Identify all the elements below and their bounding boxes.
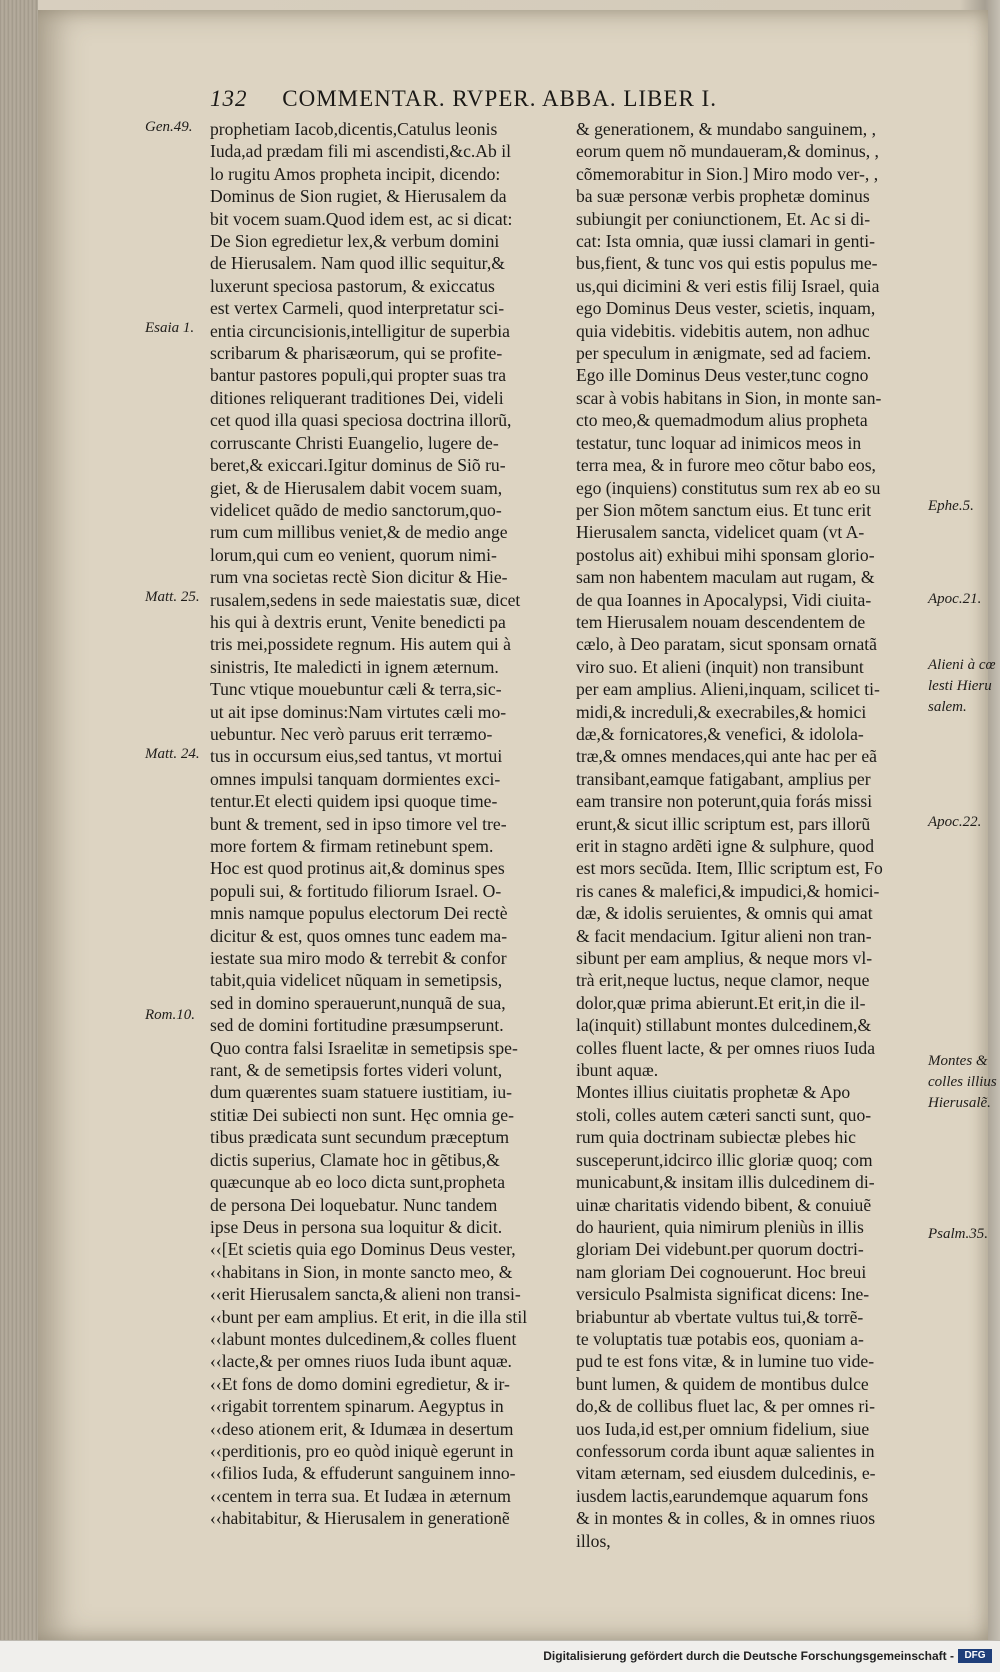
text-line: per speculum in ænigmate, sed ad faciem. (576, 343, 872, 364)
text-line: stoli, colles autem cæteri sancti sunt, quo- (576, 1104, 872, 1125)
text-line: ris canes & malefici,& impudici,& homici- (576, 880, 880, 901)
text-line: ibunt aquæ. (576, 1060, 659, 1081)
text-line: erit in stagno ardẽti igne & sulphure, quod (576, 836, 875, 856)
margin-note-right: Psalm.35. (928, 1226, 988, 1242)
text-line: est mors secũda. Item, Illic scriptum est, Fo (576, 858, 883, 879)
text-line: est vertex Carmeli, quod interpretatur sci- (210, 298, 505, 319)
text-line: do haurient, quia nimirum pleniùs in illis (576, 1216, 864, 1237)
text-line: Hoc est quod protinus ait,& dominus spes (210, 858, 505, 879)
text-line: us,qui dicimini & veri estis filij Israel, quia (576, 275, 880, 296)
text-line: sed in domino sperauerunt,nunquã de sua, (210, 992, 506, 1013)
text-line: Ego ille Dominus Deus vester,tunc cogno (576, 365, 869, 386)
text-line: illos, (576, 1530, 611, 1551)
text-line: rum vna societas rectè Sion dicitur & Hie- (210, 567, 508, 588)
page-number: 132 (210, 86, 248, 111)
text-line: Tunc vtique mouebuntur cæli & terra,sic- (210, 679, 502, 700)
margin-note-left: Matt. 25. (145, 589, 200, 605)
text-line: terra mea, & in furore meo cõtur babo eos, (576, 455, 876, 476)
margin-note-right: salem. (928, 699, 967, 715)
text-line: dicitur & est, quos omnes tunc eadem ma- (210, 925, 508, 946)
text-line: iusdem lactis,earundemque aquarum fons (576, 1485, 869, 1506)
text-line: entia circuncisionis,intelligitur de superbia (210, 320, 510, 341)
text-line: sam non habentem maculam aut rugam, & (576, 567, 875, 588)
text-line: lo rugitu Amos propheta incipit, dicendo: (210, 163, 501, 184)
text-line: ‹‹centem in terra sua. Et Iudæa in æternum (210, 1485, 511, 1506)
text-line: tabit,quia videlicet nũquam in semetipsis, (210, 970, 503, 991)
text-line: ba suæ personæ verbis prophetæ dominus (576, 186, 870, 207)
text-line: iestate sua miro modo & terrebit & confor (210, 948, 507, 969)
text-line: postolus ait) exhibui mihi sponsam glorio- (576, 544, 875, 565)
margin-note-left: Esaia 1. (145, 320, 195, 336)
text-line: transibant,eamque fatigabant, amplius per (576, 768, 871, 789)
margin-note-right: colles illius (928, 1074, 997, 1090)
text-line: colles fluent lacte, & per omnes riuos Iuda (576, 1037, 875, 1058)
text-line: tem Hierusalem nouam descendentem de (576, 611, 866, 632)
margin-note-right: Montes & (928, 1053, 988, 1069)
text-line: ditiones reliquerant traditiones Dei, videli (210, 387, 504, 408)
text-line: te voluptatis tuæ potabis eos, quoniam a- (576, 1328, 864, 1349)
text-line: versiculo Psalmista significat dicens: Ine- (576, 1284, 870, 1305)
text-line: prophetiam Iacob,dicentis,Catulus leonis (210, 119, 498, 139)
text-line: Iuda,ad prædam fili mi ascendisti,&c.Ab il (210, 141, 511, 162)
text-line: trà erit,neque luctus, neque clamor, neque (576, 970, 870, 991)
margin-note-right: Hierusalẽ. (928, 1095, 991, 1111)
text-line: De Sion egredietur lex,& verbum domini (210, 231, 500, 252)
text-line: cælo, à Deo paratam, sicut sponsam ornatã (576, 634, 877, 655)
text-line: his qui à dextris erunt, Venite benedicti pa (210, 611, 506, 632)
text-line: uinæ charitatis videndo bibent, & conuiuẽ (576, 1194, 872, 1215)
text-column-left (210, 118, 560, 1530)
margin-note-right: Apoc.22. (928, 814, 982, 830)
margin-note-right: lesti Hieru (928, 678, 992, 694)
text-column-right (576, 118, 926, 1552)
text-line: bantur pastores populi,qui propter suas tra (210, 365, 507, 386)
text-line: susceperunt,idcirco illic gloriæ quoq; com (576, 1149, 873, 1170)
text-line: briabuntur ab vbertate vultus tui,& torrẽ- (576, 1306, 864, 1327)
text-line: ut ait ipse dominus:Nam virtutes cæli mo- (210, 701, 507, 722)
text-line: Montes illius ciuitatis prophetæ & Apo (576, 1082, 851, 1103)
text-line: ‹‹lacte,& per omnes riuos Iuda ibunt aquæ. (210, 1351, 512, 1372)
text-line: ‹‹deso ationem erit, & Idumæa in desertum (210, 1418, 514, 1439)
text-line: eorum quem nõ mundaueram,& dominus, , (576, 141, 879, 162)
margin-note-right: Alieni à cœ (928, 657, 996, 673)
page-edges (0, 0, 38, 1640)
text-line: tus in occursum eius,sed tantus, vt mortui (210, 746, 503, 767)
text-line: ‹‹erit Hierusalem sancta,& alieni non transi- (210, 1284, 521, 1305)
text-line: luxerunt speciosa pastorum, & exiccatus (210, 275, 495, 296)
text-line: rum cum millibus veniet,& de medio ange (210, 522, 508, 543)
text-line: gloriam Dei videbunt.per quorum doctri- (576, 1239, 864, 1260)
text-line: dæ,& fornicatores,& venefici, & idolola- (576, 723, 864, 744)
text-line: bit vocem suam.Quod idem est, ac si dicat: (210, 208, 513, 229)
text-line: scribarum & pharisæorum, qui se profite- (210, 343, 503, 364)
text-line: træ,& omnes mendaces,qui ante hac per eã (576, 746, 877, 767)
text-line: pud te est fons vitæ, & in lumine tuo vide- (576, 1351, 875, 1372)
text-line: sed de domini fortitudine præsumpserunt. (210, 1015, 504, 1036)
text-line: videlicet quãdo de medio sanctorum,quo- (210, 499, 502, 520)
text-line: quæcunque ab eo loco dicta sunt,propheta (210, 1172, 506, 1193)
text-line: bunt lumen, & quidem de montibus dulce (576, 1373, 869, 1394)
text-line: & generationem, & mundabo sanguinem, , (576, 119, 877, 139)
text-line: ‹‹rigabit torrentem spinarum. Aegyptus in (210, 1396, 504, 1417)
text-line: ‹‹habitabitur, & Hierusalem in generationẽ (210, 1508, 510, 1529)
text-line: tibus prædicata sunt secundum præceptum (210, 1127, 510, 1148)
text-line: ego (inquiens) constitutus sum rex ab eo su (576, 477, 881, 498)
text-line: scar à vobis habitans in Sion, in monte san- (576, 387, 882, 408)
margin-note-left: Rom.10. (145, 1007, 195, 1023)
margin-note-right: Apoc.21. (928, 591, 982, 607)
text-line: dæ, & idolis seruientes, & omnis qui amat (576, 903, 873, 924)
text-line: stitiæ Dei subiecti non sunt. Hęc omnia ge- (210, 1104, 514, 1125)
text-line: ‹‹labunt montes dulcedinem,& colles fluent (210, 1328, 517, 1349)
text-line: Dominus de Sion rugiet, & Hierusalem da (210, 186, 507, 207)
text-line: rant, & de semetipsis fortes videri volunt, (210, 1060, 503, 1081)
running-title: COMMENTAR. RVPER. ABBA. LIBER I. (282, 86, 717, 111)
text-line: ‹‹habitans in Sion, in monte sancto meo, & (210, 1261, 513, 1282)
dfg-logo[interactable]: DFG (958, 1649, 992, 1663)
text-line: cet quod illa quasi speciosa doctrina illorũ, (210, 410, 512, 431)
text-line: nam gloriam Dei cognouerunt. Hoc breui (576, 1261, 867, 1282)
text-line: vitam æternam, sed eiusdem dulcedinis, e- (576, 1463, 876, 1484)
text-line: rusalem,sedens in sede maiestatis suæ, dicet (210, 589, 521, 610)
running-head (210, 86, 910, 112)
text-line: tentur.Et electi quidem ipsi quoque time- (210, 791, 498, 812)
text-line: Quo contra falsi Israelitæ in semetipsis spe- (210, 1037, 518, 1058)
text-line: ‹‹perditionis, pro eo quòd iniquè egerunt in (210, 1440, 514, 1461)
text-line: ego Dominus Deus vester, scietis, inquam, (576, 298, 876, 319)
text-line: dolor,quæ prima abierunt.Et erit,in die il- (576, 992, 866, 1013)
text-line: do,& de collibus fluet lac, & per omnes ri- (576, 1396, 876, 1417)
footer-bar (0, 1640, 1000, 1672)
margin-note-right: Ephe.5. (928, 498, 974, 514)
text-line: quia videbitis. videbitis autem, non adhuc (576, 320, 870, 341)
text-line: cto meo,& quemadmodum alius propheta (576, 410, 868, 431)
text-line: eam transire non poterunt,quia forás missi (576, 791, 873, 812)
text-line: more fortem & firmam retinebunt spem. (210, 836, 494, 856)
text-line: erunt,& sicut illic scriptum est, pars illorũ (576, 813, 871, 834)
text-line: populi sui, & fortitudo filiorum Israel. O- (210, 880, 502, 901)
text-line: municabunt,& insitam illis dulcedinem di- (576, 1172, 875, 1193)
text-line: ‹‹bunt per eam amplius. Et erit, in die illa stil (210, 1306, 528, 1327)
text-line: de Hierusalem. Nam quod illic sequitur,& (210, 253, 505, 274)
text-line: midi,& increduli,& execrabiles,& homici (576, 701, 867, 722)
text-line: tris mei,possidete regnum. His autem qui à (210, 634, 511, 655)
text-line: subiungit per coniunctionem, Et. Ac si di- (576, 208, 871, 229)
text-line: corruscante Christi Euangelio, lugere de- (210, 432, 499, 453)
text-line: la(inquit) stillabunt montes dulcedinem,& (576, 1015, 872, 1036)
text-line: dum quærentes suam statuere iustitiam, iu- (210, 1082, 512, 1103)
text-line: bus,fient, & tunc vos qui estis populus me- (576, 253, 878, 274)
text-line: & in montes & in colles, & in omnes riuos (576, 1508, 876, 1529)
text-line: testatur, tunc loquar ad inimicos meos in (576, 432, 862, 453)
text-line: per eam amplius. Alieni,inquam, scilicet ti- (576, 679, 880, 700)
text-line: mnis namque populus electorum Dei rectè (210, 903, 508, 924)
text-line: de qua Ioannes in Apocalypsi, Vidi ciuita- (576, 589, 872, 610)
text-line: ‹‹filios Iuda, & effuderunt sanguinem inno- (210, 1463, 516, 1484)
text-line: lorum,qui cum eo venient, quorum nimi- (210, 544, 497, 565)
text-line: ipse Deus in persona sua loquitur & dicit. (210, 1216, 503, 1237)
text-line: sibunt per eam amplius, & neque mors vl- (576, 948, 873, 969)
text-line: per Sion mõtem sanctum eius. Et tunc erit (576, 499, 872, 520)
text-line: sinistris, Ite maledicti in ignem æternum. (210, 656, 499, 677)
text-line: uebuntur. Nec verò paruus erit terræmo- (210, 723, 493, 744)
text-line: dictis superius, Clamate hoc in gẽtibus,& (210, 1149, 500, 1170)
margin-note-left: Matt. 24. (145, 746, 200, 762)
text-line: giet, & de Hierusalem dabit vocem suam, (210, 477, 503, 498)
text-line: cat: Ista omnia, quæ iussi clamari in genti- (576, 231, 876, 252)
funding-credit: Digitalisierung gefördert durch die Deutsche Forschungsgemeinschaft - (543, 1649, 954, 1663)
text-line: bunt & trement, sed in ipso timore vel tre- (210, 813, 507, 834)
margin-note-left: Gen.49. (145, 119, 193, 135)
text-line: de persona Dei loquebatur. Nunc tandem (210, 1194, 498, 1215)
text-line: cõmemorabitur in Sion.] Miro modo ver-, , (576, 163, 879, 184)
text-line: viro suo. Et alieni (inquit) non transibunt (576, 656, 864, 677)
text-line: rum quia doctrinam subiectæ plebes hic (576, 1127, 856, 1148)
text-line: ‹‹[Et scietis quia ego Dominus Deus vester, (210, 1239, 516, 1260)
text-line: beret,& exiccari.Igitur dominus de Siõ ru- (210, 455, 506, 476)
text-line: Hierusalem sancta, videlicet quam (vt A- (576, 522, 865, 543)
text-line: ‹‹Et fons de domo domini egredietur, & ir- (210, 1373, 510, 1394)
text-line: uos Iuda,id est,per omnium fidelium, siue (576, 1418, 870, 1439)
text-line: omnes impulsi tanquam dormientes exci- (210, 768, 501, 789)
text-line: & facit mendacium. Igitur alieni non tran- (576, 925, 872, 946)
text-line: confessorum corda ibunt aquæ salientes in (576, 1440, 875, 1461)
